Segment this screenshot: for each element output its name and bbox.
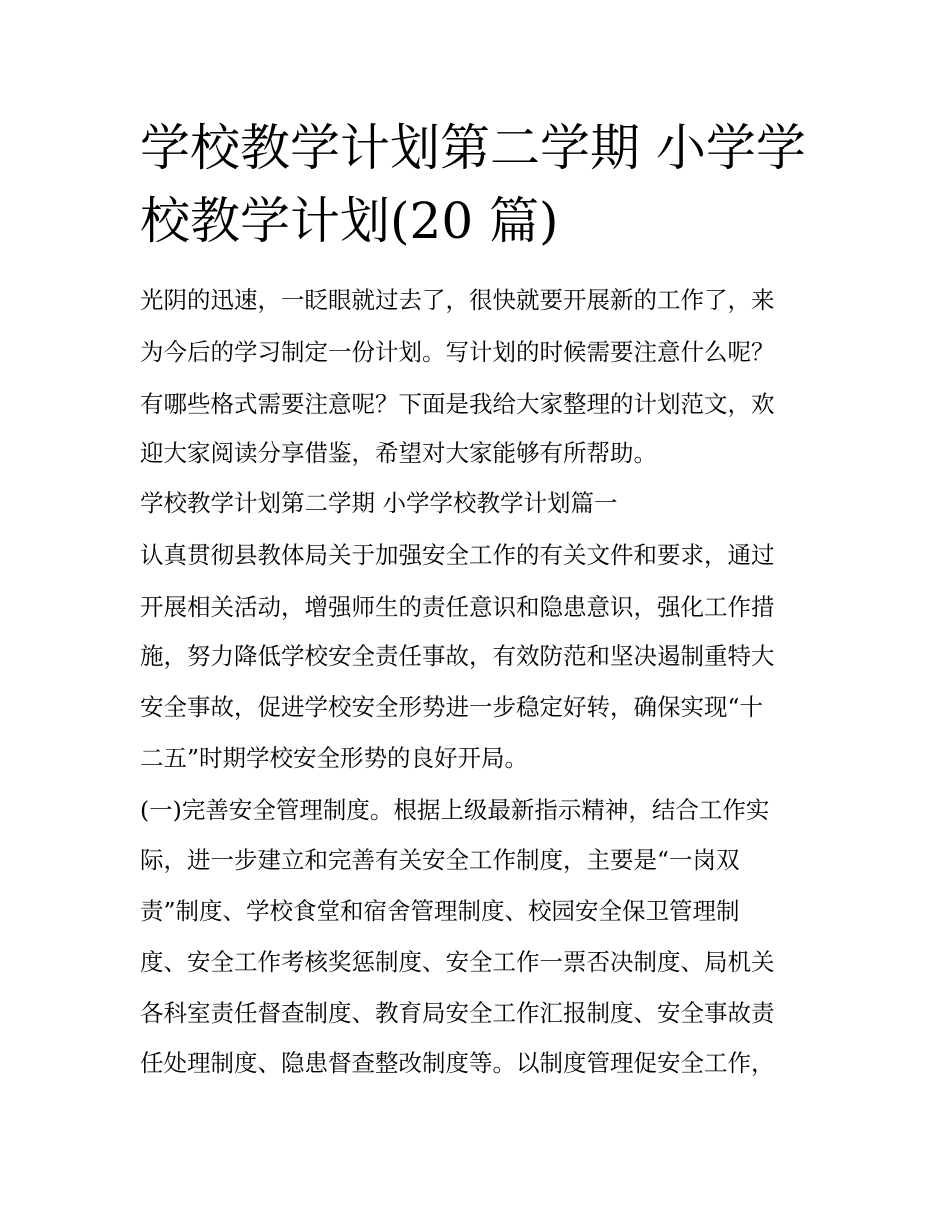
paragraph-line: 施，努力降低学校安全责任事故，有效防范和坚决遏制重特大 bbox=[140, 642, 775, 670]
paragraph-line: 二五”时期学校安全形势的良好开局。 bbox=[140, 744, 529, 772]
intro-line: 为今后的学习制定一份计划。写计划的时候需要注意什么呢？ bbox=[140, 338, 775, 366]
paragraph-line: 度、安全工作考核奖惩制度、安全工作一票否决制度、局机关 bbox=[140, 948, 775, 976]
intro-line: 光阴的迅速，一眨眼就过去了，很快就要开展新的工作了，来 bbox=[140, 286, 775, 314]
paragraph-line: 安全事故，促进学校安全形势进一步稳定好转，确保实现“十 bbox=[140, 693, 764, 721]
section-heading: 学校教学计划第二学期 小学学校教学计划篇一 bbox=[140, 489, 618, 517]
paragraph-line: 际，进一步建立和完善有关安全工作制度，主要是“一岗双 bbox=[140, 846, 740, 874]
paragraph-line: 责”制度、学校食堂和宿舍管理制度、校园安全保卫管理制 bbox=[140, 897, 740, 925]
paragraph-line: 开展相关活动，增强师生的责任意识和隐患意识，强化工作措 bbox=[140, 593, 775, 621]
title-line: 校教学计划(20 篇) bbox=[140, 192, 559, 250]
title-line: 学校教学计划第二学期 小学学 bbox=[140, 119, 806, 177]
paragraph-line: (一)完善安全管理制度。根据上级最新指示精神，结合工作实 bbox=[140, 796, 770, 824]
paragraph-line: 认真贯彻县教体局关于加强安全工作的有关文件和要求，通过 bbox=[140, 541, 775, 569]
intro-line: 迎大家阅读分享借鉴，希望对大家能够有所帮助。 bbox=[140, 439, 657, 467]
paragraph-line: 各科室责任督查制度、教育局安全工作汇报制度、安全事故责 bbox=[140, 999, 775, 1027]
document-title bbox=[140, 112, 820, 258]
intro-line: 有哪些格式需要注意呢？下面是我给大家整理的计划范文，欢 bbox=[140, 390, 775, 418]
paragraph-line: 任处理制度、隐患督查整改制度等。以制度管理促安全工作， bbox=[140, 1049, 775, 1077]
